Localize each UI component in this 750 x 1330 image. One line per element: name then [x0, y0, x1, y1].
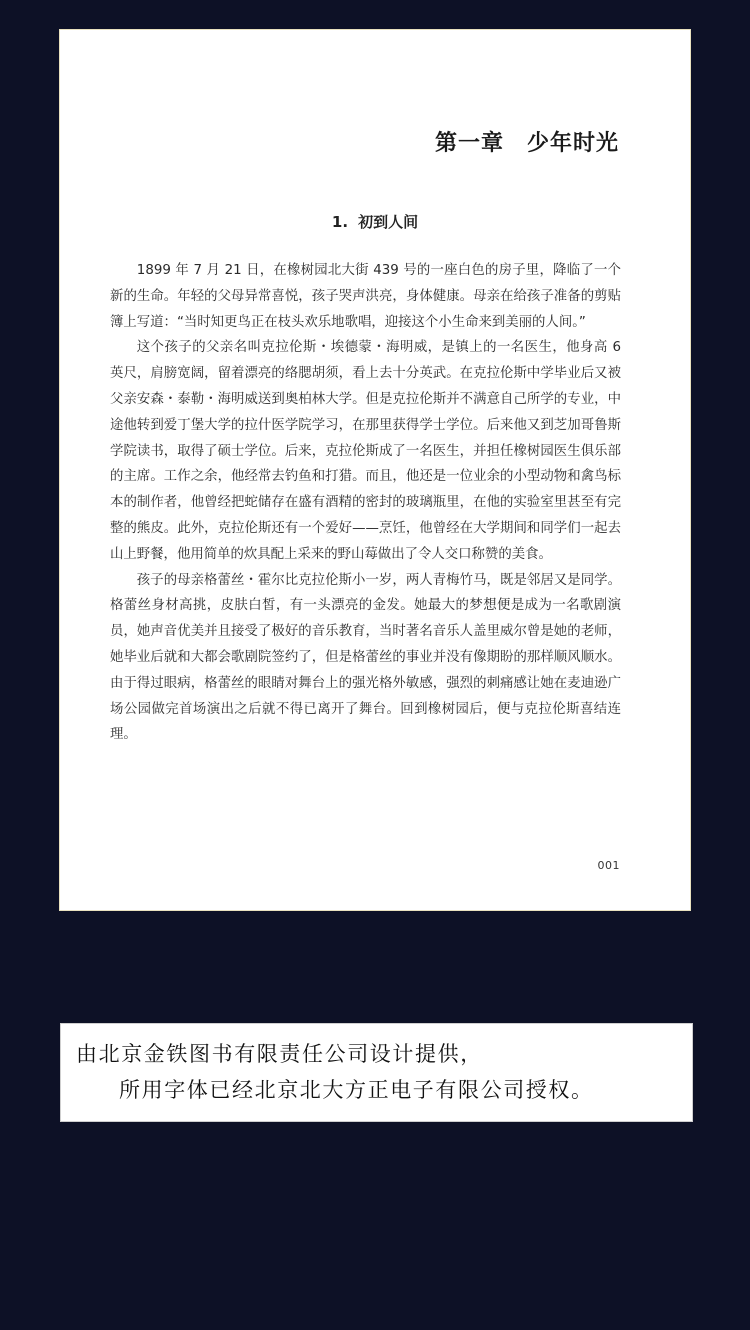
section-number: 1. — [331, 213, 349, 231]
page-number: 001 — [597, 859, 620, 872]
credit-box — [60, 1023, 693, 1122]
credit-line-2: 所用字体已经北京北大方正电子有限公司授权。 — [119, 1078, 594, 1102]
paragraph: 1899 年 7 月 21 日，在橡树园北大街 439 号的一座白色的房子里，降临了一个新的生命。年轻的父母异常喜悦，孩子哭声洪亮，身体健康。母亲在给孩子准备的剪贴簿上写道：“当时知更鸟正在枝头欢乐地歌唱，迎接这个小生命来到美丽的人间。” — [110, 263, 621, 330]
section-title — [60, 211, 690, 232]
paragraph: 孩子的母亲格蕾丝・霍尔比克拉伦斯小一岁，两人青梅竹马，既是邻居又是同学。格蕾丝身材高挑，皮肤白皙，有一头漂亮的金发。她最大的梦想便是成为一名歌剧演员，她声音优美并且接受了极好的音乐教育，当时著名音乐人盖里威尔曾是她的老师，她毕业后就和大都会歌剧院签约了，但是格蕾丝的事业并没有像期盼的那样顺风顺水。由于得过眼病，格蕾丝的眼睛对舞台上的强光格外敏感，强烈的刺痛感让她在麦迪逊广场公园做完首场演出之后就不得已离开了舞台。回到橡树园后，便与克拉伦斯喜结连理。 — [110, 572, 621, 743]
credit-line-1: 由北京金铁图书有限责任公司设计提供， — [76, 1042, 483, 1066]
chapter-title: 第一章 少年时光 — [434, 130, 619, 156]
book-page — [59, 29, 691, 911]
body-text — [110, 258, 621, 748]
paragraph: 这个孩子的父亲名叫克拉伦斯・埃德蒙・海明威，是镇上的一名医生，他身高 6 英尺，肩膀宽阔，留着漂亮的络腮胡须，看上去十分英武。在克拉伦斯中学毕业后又被父亲安森・泰勒・海明威送到奥柏林大学。但是克拉伦斯并不满意自己所学的专业，中途他转到爱丁堡大学的拉什医学院学习，在那里获得学士学位。后来他又到芝加哥鲁斯学院读书，取得了硕士学位。后来，克拉伦斯成了一名医生，并担任橡树园医生俱乐部的主席。工作之余，他经常去钓鱼和打猎。而且，他还是一位业余的小型动物和禽鸟标本的制作者，他曾经把蛇储存在盛有酒精的密封的玻璃瓶里，在他的实验室里甚至有完整的熊皮。此外，克拉伦斯还有一个爱好——烹饪，他曾经在大学期间和同学们一起去山上野餐，他用简单的炊具配上采来的野山莓做出了令人交口称赞的美食。 — [110, 340, 621, 562]
section-title-text: 初到人间 — [358, 213, 419, 231]
